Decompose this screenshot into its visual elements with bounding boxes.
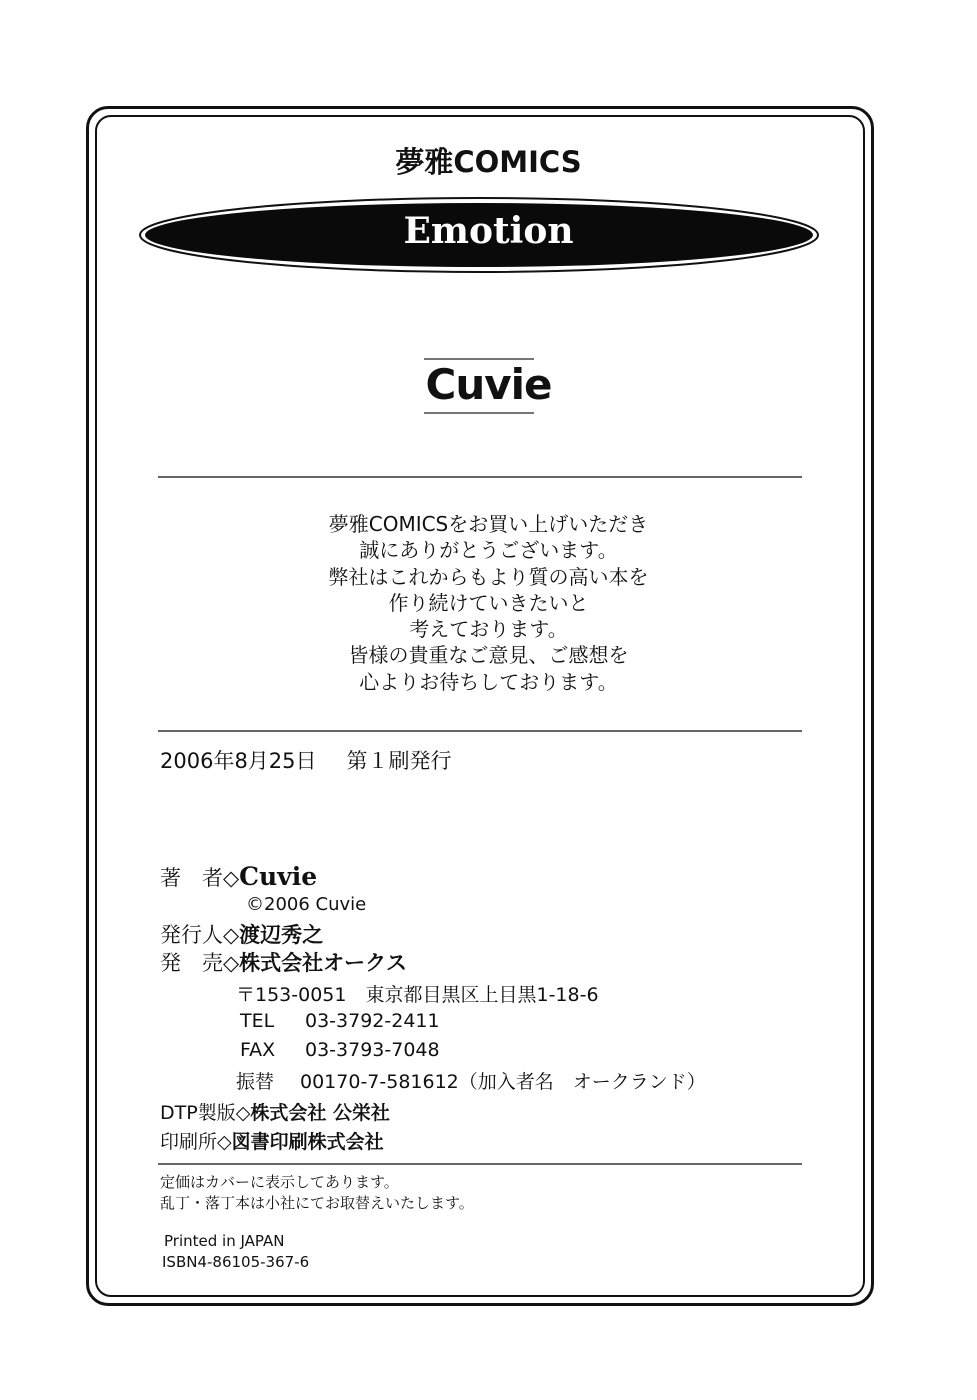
tel-label: TEL	[240, 1010, 275, 1032]
message-line: 誠にありがとうございます。	[359, 538, 618, 563]
message-line: 作り続けていきたいと	[388, 590, 589, 615]
copyright-line: ©2006 Cuvie	[246, 894, 367, 915]
author-name: Cuvie	[425, 360, 552, 409]
publisher-row	[160, 919, 323, 949]
dtp-label: DTP製版◇	[160, 1102, 251, 1124]
edition-label: 第１刷発行	[346, 749, 452, 773]
author-row	[160, 862, 317, 892]
transfer-account: 00170-7-581612（加入者名 オークランド）	[300, 1071, 706, 1093]
book-title: Emotion	[403, 210, 574, 252]
tel-number: 03-3792-2411	[305, 1010, 440, 1032]
message-line: 皆様の貴重なご意見、ご感想を	[348, 643, 629, 668]
colophon-author: Cuvie	[239, 862, 318, 891]
publisher-label: 発行人◇	[160, 923, 240, 947]
publication-line	[160, 745, 452, 775]
author-label: 著 者◇	[160, 866, 240, 890]
divider-3	[158, 1163, 802, 1165]
seller-row	[160, 947, 407, 977]
printed-in: Printed in JAPAN	[164, 1232, 285, 1250]
publisher-name: 渡辺秀之	[239, 922, 324, 947]
divider-2	[158, 730, 802, 732]
printer-label: 印刷所◇	[160, 1131, 232, 1153]
publication-date: 2006年8月25日	[160, 749, 317, 773]
message-line: 弊社はこれからもより質の高い本を	[328, 564, 649, 589]
price-note: 定価はカバーに表示してあります。	[160, 1173, 399, 1191]
fax-label: FAX	[240, 1039, 276, 1061]
printer-name: 図書印刷株式会社	[231, 1131, 384, 1153]
replacement-note: 乱丁・落丁本は小社にてお取替えいたします。	[160, 1194, 474, 1212]
seller-label: 発 売◇	[160, 951, 240, 975]
fax-number: 03-3793-7048	[305, 1039, 440, 1061]
address-line: 〒153-0051 東京都目黒区上目黒1-18-6	[236, 984, 599, 1006]
message-line: 心よりお待ちしております。	[359, 669, 618, 694]
author-rule-bottom	[424, 412, 534, 414]
seller-name: 株式会社オークス	[239, 950, 407, 975]
thank-you-message	[0, 511, 977, 695]
isbn: ISBN4-86105-367-6	[162, 1253, 310, 1271]
divider-1	[158, 476, 802, 478]
imprint-label: 夢雅COMICS	[395, 145, 582, 179]
printer-row	[160, 1127, 384, 1154]
message-line: 夢雅COMICSをお買い上げいただき	[328, 512, 649, 536]
dtp-row	[160, 1098, 390, 1125]
message-line: 考えております。	[409, 617, 568, 642]
transfer-label: 振替	[236, 1071, 275, 1093]
dtp-name: 株式会社 公栄社	[250, 1102, 390, 1124]
